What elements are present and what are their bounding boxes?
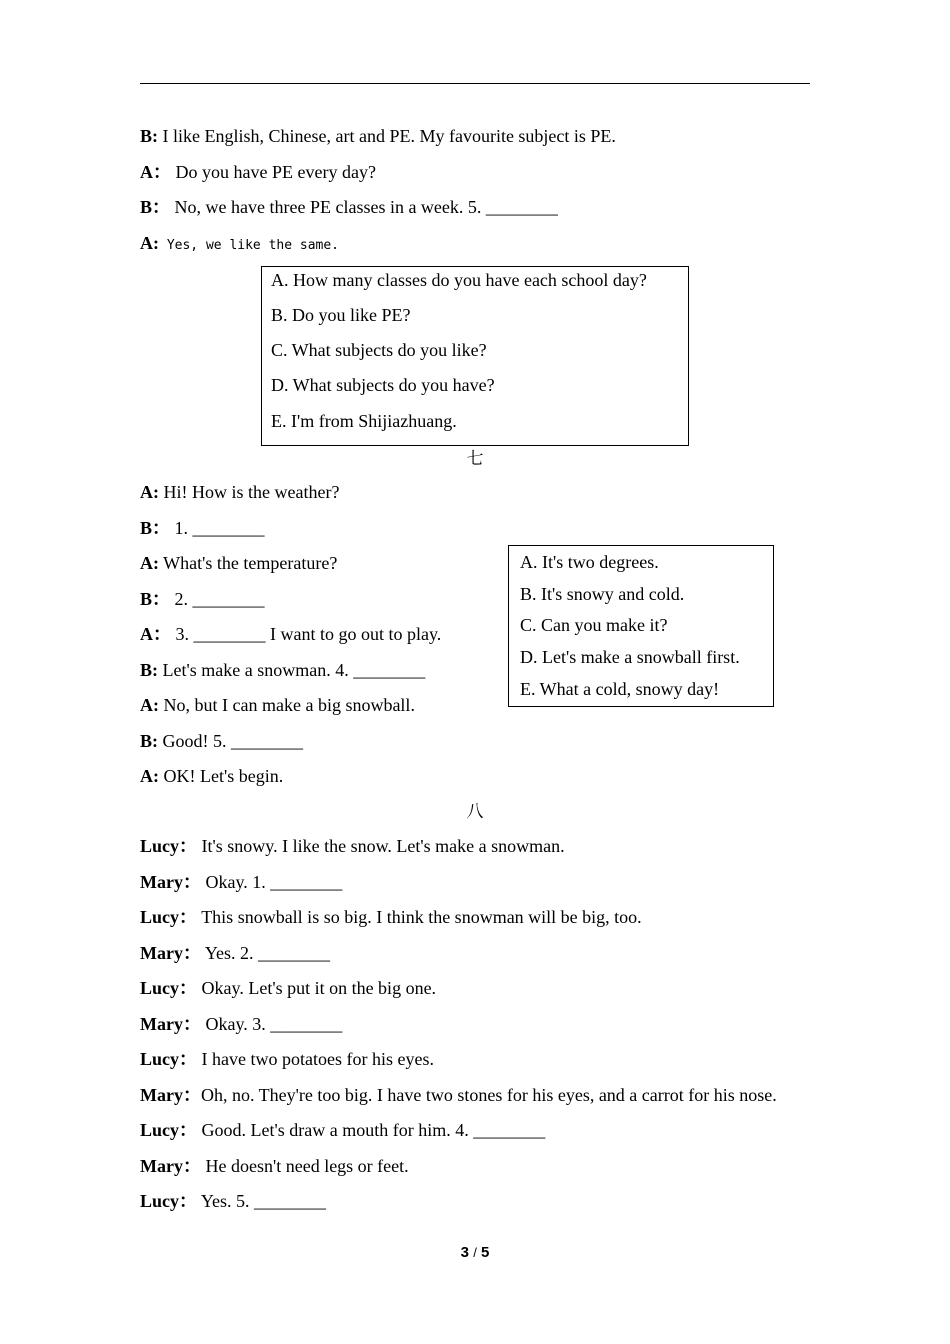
dialogue-line: Mary： Okay. 1. ________ — [140, 872, 343, 892]
option: B. Do you like PE? — [271, 305, 411, 325]
option: A. It's two degrees. — [520, 552, 659, 572]
options-box-part6 — [261, 266, 689, 446]
dialogue-line: A： Do you have PE every day? — [140, 162, 376, 182]
option: D. What subjects do you have? — [271, 375, 495, 395]
dialogue-line: Lucy： Good. Let's draw a mouth for him. 4. ________ — [140, 1120, 546, 1140]
dialogue-line: Lucy： Okay. Let's put it on the big one. — [140, 978, 437, 998]
dialogue-line: B: Good! 5. ________ — [140, 731, 303, 751]
dialogue-line: Lucy： Yes. 5. ________ — [140, 1191, 327, 1211]
dialogue-line: B： No, we have three PE classes in a week. 5. ________ — [140, 197, 558, 217]
page-number: 3 / 5 — [460, 1244, 490, 1261]
dialogue-line: Mary： Yes. 2. ________ — [140, 943, 331, 963]
dialogue-line: A： 3. ________ I want to go out to play. — [140, 624, 442, 644]
dialogue-line: B： 1. ________ — [140, 518, 265, 538]
dialogue-line: A: OK! Let's begin. — [140, 766, 284, 786]
option: A. How many classes do you have each school day? — [271, 270, 647, 290]
dialogue-line: A: No, but I can make a big snowball. — [140, 695, 415, 715]
dialogue-line: B: I like English, Chinese, art and PE. My favourite subject is PE. — [140, 126, 616, 146]
header-rule — [140, 83, 810, 84]
dialogue-line: Mary： He doesn't need legs or feet. — [140, 1156, 409, 1176]
dialogue-line: A: Yes, we like the same. — [140, 233, 340, 253]
dialogue-line: Mary：Oh, no. They're too big. I have two stones for his eyes, and a carrot for his nose. — [140, 1085, 777, 1105]
dialogue-line: Lucy： This snowball is so big. I think the snowman will be big, too. — [140, 907, 642, 927]
option: E. I'm from Shijiazhuang. — [271, 411, 457, 431]
dialogue-line: Lucy： It's snowy. I like the snow. Let's make a snowman. — [140, 836, 565, 856]
dialogue-line: Mary： Okay. 3. ________ — [140, 1014, 343, 1034]
option: E. What a cold, snowy day! — [520, 679, 720, 699]
option: C. What subjects do you like? — [271, 340, 487, 360]
dialogue-line: Lucy： I have two potatoes for his eyes. — [140, 1049, 434, 1069]
dialogue-line: A: Hi! How is the weather? — [140, 482, 340, 502]
options-box-part7 — [508, 545, 774, 707]
dialogue-line: B： 2. ________ — [140, 589, 265, 609]
option: D. Let's make a snowball first. — [520, 647, 740, 667]
dialogue-line: A: What's the temperature? — [140, 553, 338, 573]
dialogue-line: B: Let's make a snowman. 4. ________ — [140, 660, 426, 680]
option: C. Can you make it? — [520, 615, 668, 635]
section-heading-7: 七 — [466, 449, 484, 469]
option: B. It's snowy and cold. — [520, 584, 685, 604]
section-heading-8: 八 — [466, 802, 484, 822]
